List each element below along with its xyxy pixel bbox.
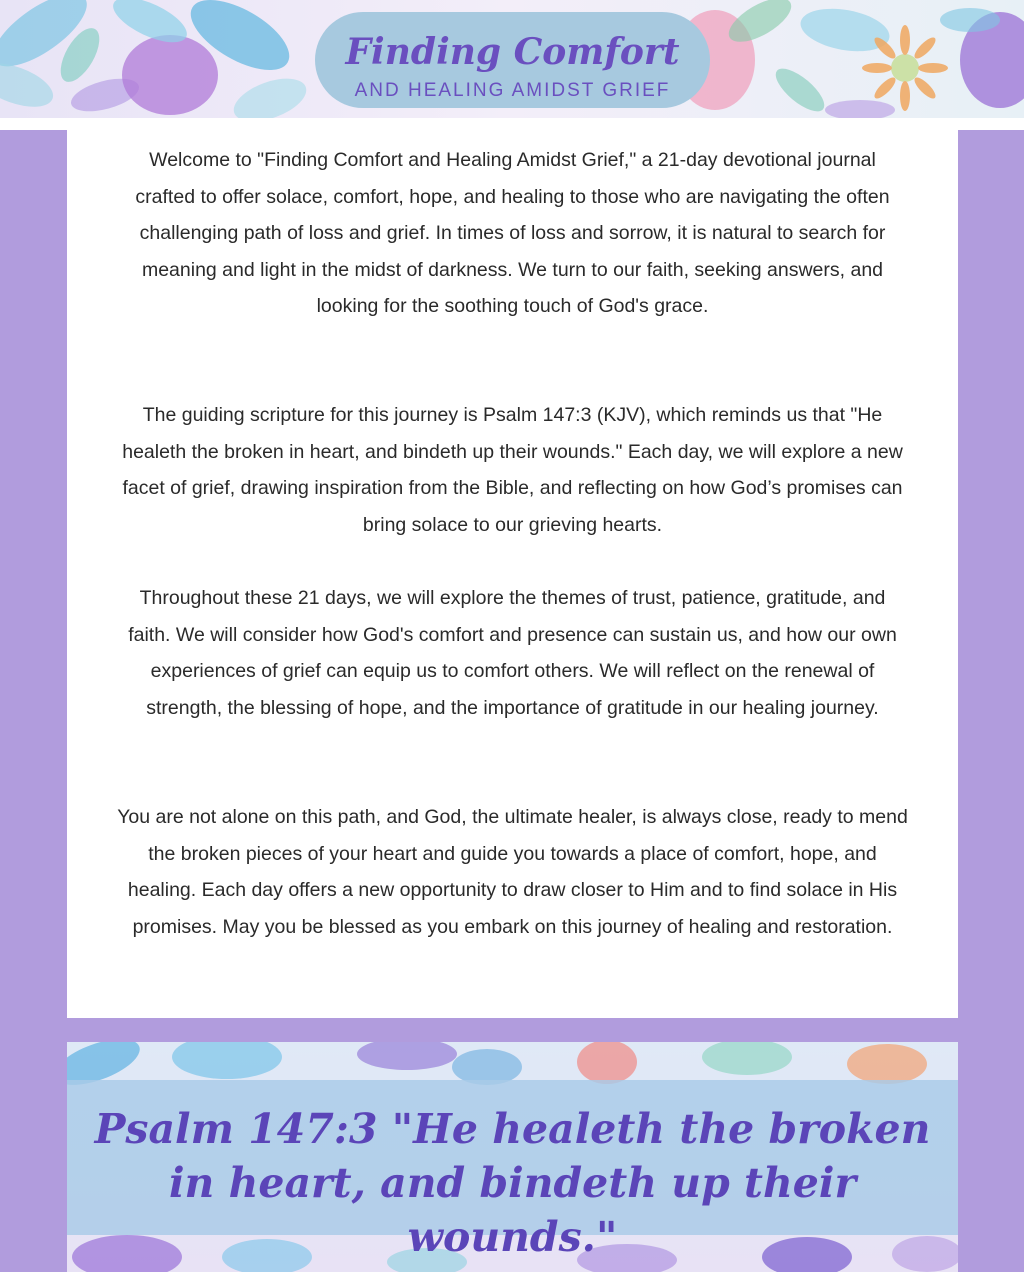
- page-title: Finding Comfort: [345, 31, 680, 73]
- title-pill: [315, 12, 710, 108]
- page-subtitle: AND HEALING AMIDST GRIEF: [354, 80, 671, 101]
- intro-paragraph: Welcome to "Finding Comfort and Healing Amidst Grief," a 21-day devotional journal crafted to offer solace, comfort, hope, and healing to those who are navigating the often challenging path of loss and grief. In times of loss and sorrow, it is natural to search for meaning and light in the midst of darkness. We turn to our faith, seeking answers, and looking for the soothing touch of God's grace.: [135, 149, 890, 317]
- scripture-quote: Psalm 147:3 "He healeth the broken in heart, and bindeth up their wounds.": [94, 1105, 931, 1261]
- closing-paragraph: You are not alone on this path, and God, the ultimate healer, is always close, ready to mend the broken pieces of your heart and guide you towards a place of comfort, hope, and healing. Each day offers a new opportunity to draw closer to Him and to find solace in His promises. May you be blessed as you embark on this journey of healing and restoration.: [117, 806, 908, 938]
- header-divider: [0, 118, 1024, 130]
- themes-paragraph: Throughout these 21 days, we will explore the themes of trust, patience, gratitude, and faith. We will consider how God's comfort and presence can sustain us, and how our own experiences of grief can equip us to comfort others. We will reflect on the renewal of strength, the blessing of hope, and the importance of gratitude in our healing journey.: [128, 587, 897, 719]
- content-card: [67, 130, 958, 1018]
- scripture-banner: [67, 1042, 958, 1272]
- header-banner: [0, 0, 1024, 118]
- scripture-paragraph: The guiding scripture for this journey is Psalm 147:3 (KJV), which reminds us that "He healeth the broken in heart, and bindeth up their wounds." Each day, we will explore a new facet of grief, drawing inspiration from the Bible, and reflecting on how God’s promises can bring solace to our grieving hearts.: [122, 404, 903, 536]
